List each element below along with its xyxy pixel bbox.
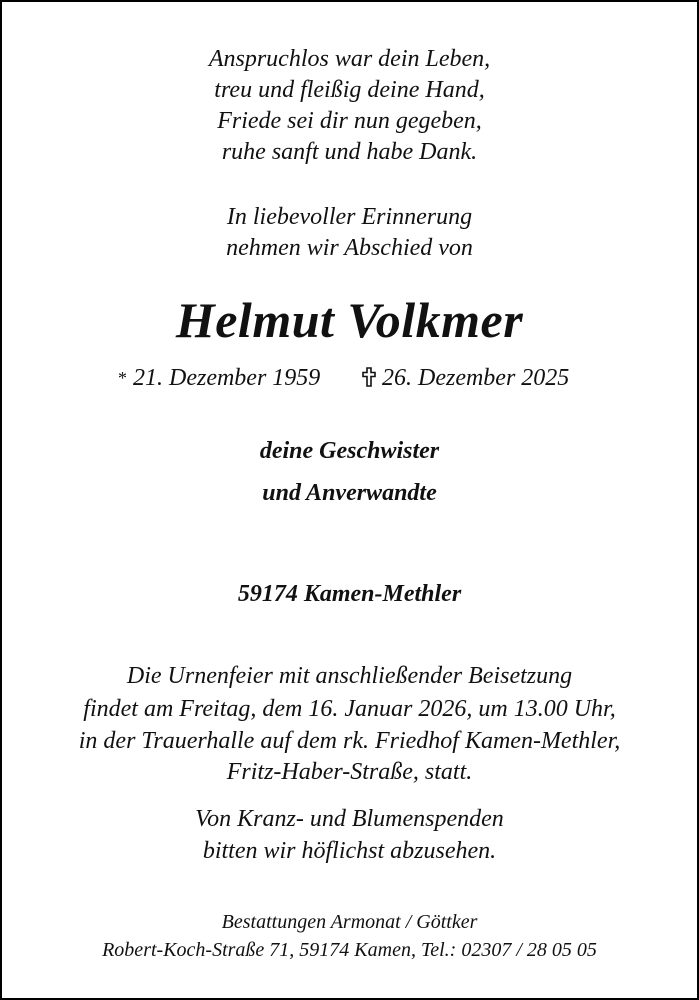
life-dates bbox=[2, 363, 697, 393]
undertaker-address: Robert-Koch-Straße 71, 59174 Kamen, Tel.: 02307 / 28 05 05 bbox=[102, 939, 597, 961]
ceremony-line: Fritz-Haber-Straße, statt. bbox=[226, 759, 473, 785]
undertaker-name: Bestattungen Armonat / Göttker bbox=[221, 911, 478, 933]
birth-star-icon: * bbox=[118, 368, 127, 388]
cross-icon bbox=[362, 367, 376, 387]
poem-line: Anspruchlos war dein Leben, bbox=[208, 46, 491, 72]
poem-line: ruhe sanft und habe Dank. bbox=[221, 139, 478, 165]
place: 59174 Kamen-Methler bbox=[237, 581, 462, 607]
death-date: 26. Dezember 2025 bbox=[382, 365, 570, 391]
intro-line: nehmen wir Abschied von bbox=[226, 235, 473, 261]
ceremony-line: in der Trauerhalle auf dem rk. Friedhof Kamen-Methler, bbox=[78, 728, 621, 754]
poem-line: treu und fleißig deine Hand, bbox=[214, 77, 485, 103]
deceased-name: Helmut Volkmer bbox=[175, 292, 524, 348]
birth-date: 21. Dezember 1959 bbox=[133, 365, 321, 391]
intro-line: In liebevoller Erinnerung bbox=[226, 204, 473, 230]
poem-line: Friede sei dir nun gegeben, bbox=[217, 108, 482, 134]
death-date-group bbox=[362, 363, 569, 393]
ceremony-line: Die Urnenfeier mit anschließender Beisetzung bbox=[126, 663, 573, 689]
family-line: und Anverwandte bbox=[262, 480, 437, 506]
ceremony-line: findet am Freitag, dem 16. Januar 2026, um 13.00 Uhr, bbox=[83, 696, 616, 722]
request-line: Von Kranz- und Blumenspenden bbox=[195, 806, 504, 832]
request-line: bitten wir höflichst abzusehen. bbox=[202, 838, 497, 864]
birth-date-group bbox=[118, 363, 320, 393]
family-line: deine Geschwister bbox=[259, 438, 440, 464]
